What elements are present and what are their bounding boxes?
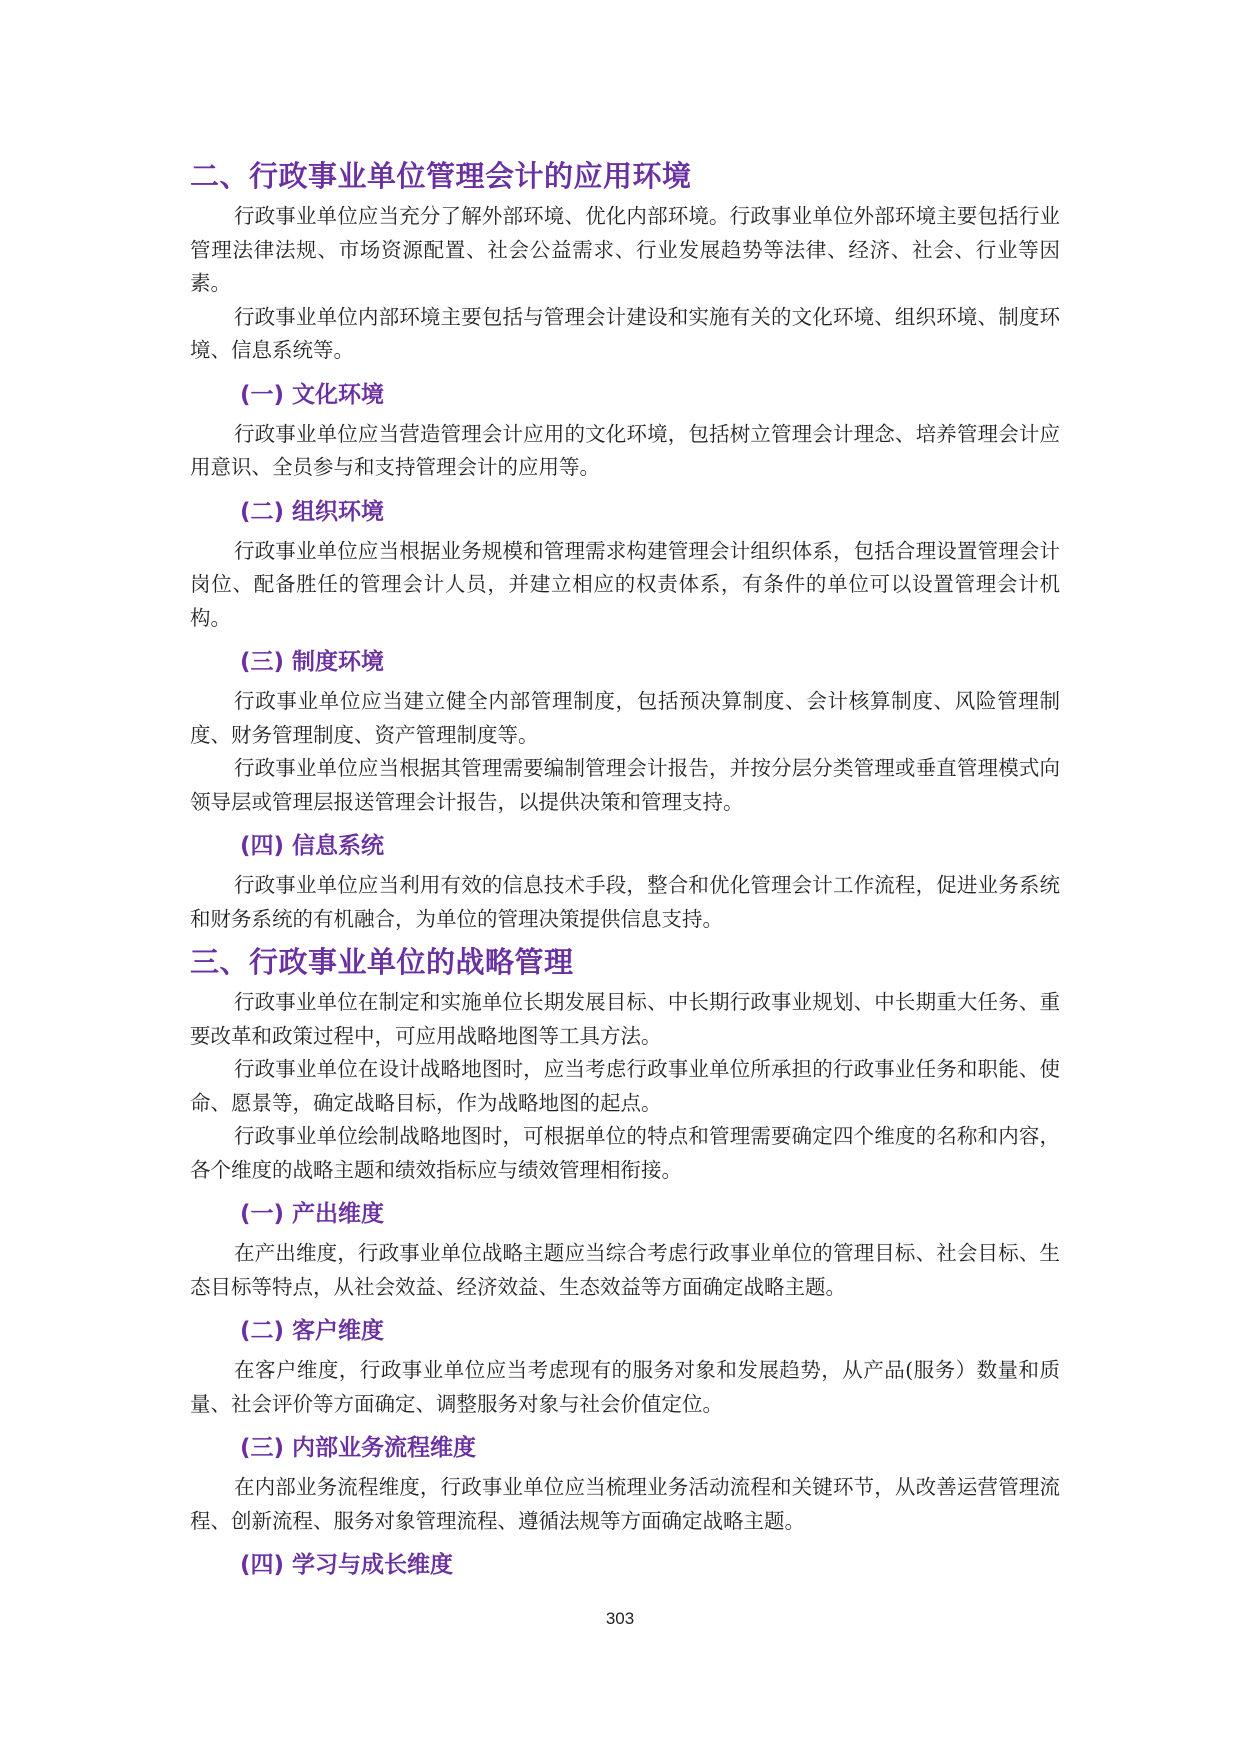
paragraph: 行政事业单位应当根据业务规模和管理需求构建管理会计组织体系，包括合理设置管理会计岗位、配备胜任的管理会计人员，并建立相应的权责体系，有条件的单位可以设置管理会计机构。 (190, 538, 1060, 630)
section-heading-2: 二、行政事业单位管理会计的应用环境 (190, 159, 692, 193)
paragraph: 行政事业单位应当充分了解外部环境、优化内部环境。行政事业单位外部环境主要包括行业管理法律法规、市场资源配置、社会公益需求、行业发展趋势等法律、经济、社会、行业等因素。 (190, 204, 1060, 295)
paragraph: 行政事业单位应当营造管理会计应用的文化环境，包括树立管理会计理念、培养管理会计应用意识、全员参与和支持管理会计的应用等。 (190, 421, 1060, 479)
subsection-heading: (二) 组织环境 (240, 498, 385, 525)
subsection-heading: (三) 内部业务流程维度 (240, 1435, 477, 1461)
paragraph: 行政事业单位应当利用有效的信息技术手段，整合和优化管理会计工作流程，促进业务系统和财务系统的有机融合，为单位的管理决策提供信息支持。 (190, 873, 1060, 931)
document-body (190, 150, 1060, 1588)
page-number: 303 (605, 1609, 635, 1628)
paragraph: 在产出维度，行政事业单位战略主题应当综合考虑行政事业单位的管理目标、社会目标、生态目标等特点，从社会效益、经济效益、生态效益等方面确定战略主题。 (190, 1241, 1060, 1299)
paragraph: 在内部业务流程维度，行政事业单位应当梳理业务活动流程和关键环节，从改善运营管理流程、创新流程、服务对象管理流程、遵循法规等方面确定战略主题。 (190, 1475, 1060, 1533)
paragraph: 行政事业单位内部环境主要包括与管理会计建设和实施有关的文化环境、组织环境、制度环境、信息系统等。 (190, 304, 1060, 362)
subsection-heading: (四) 学习与成长维度 (240, 1552, 454, 1578)
paragraph: 行政事业单位在设计战略地图时，应当考虑行政事业单位所承担的行政事业任务和职能、使命、愿景等，确定战略目标，作为战略地图的起点。 (190, 1057, 1060, 1115)
subsection-heading: (二) 客户维度 (240, 1318, 385, 1344)
paragraph: 行政事业单位绘制战略地图时，可根据单位的特点和管理需要确定四个维度的名称和内容，各个维度的战略主题和绩效指标应与绩效管理相衔接。 (190, 1124, 1060, 1182)
subsection-heading: (一) 产出维度 (240, 1201, 385, 1227)
paragraph: 行政事业单位应当建立健全内部管理制度，包括预决算制度、会计核算制度、风险管理制度、财务管理制度、资产管理制度等。 (190, 689, 1060, 747)
paragraph: 行政事业单位应当根据其管理需要编制管理会计报告，并按分层分类管理或垂直管理模式向领导层或管理层报送管理会计报告，以提供决策和管理支持。 (190, 756, 1060, 814)
paragraph: 行政事业单位在制定和实施单位长期发展目标、中长期行政事业规划、中长期重大任务、重要改革和政策过程中，可应用战略地图等工具方法。 (190, 990, 1060, 1048)
section-heading-3: 三、行政事业单位的战略管理 (190, 945, 574, 979)
subsection-heading: (三) 制度环境 (240, 649, 385, 675)
paragraph: 在客户维度，行政事业单位应当考虑现有的服务对象和发展趋势，从产品(服务）数量和质量、社会评价等方面确定、调整服务对象与社会价值定位。 (190, 1358, 1060, 1416)
subsection-heading: (四) 信息系统 (240, 833, 385, 859)
subsection-heading: (一) 文化环境 (240, 381, 385, 408)
